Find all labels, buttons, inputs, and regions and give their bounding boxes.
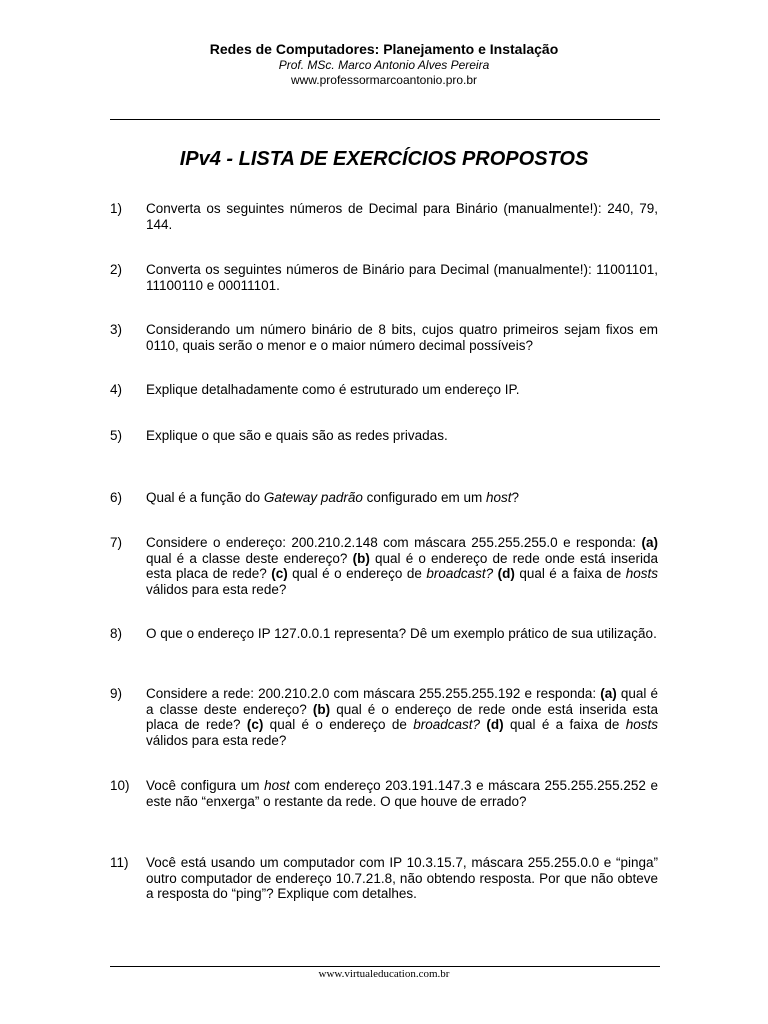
exercise-item <box>110 382 660 398</box>
professor-name: Prof. MSc. Marco Antonio Alves Pereira <box>278 58 490 72</box>
exercise-text <box>146 535 658 597</box>
exercise-item <box>110 428 660 444</box>
exercise-number: 4) <box>110 382 123 397</box>
exercise-text <box>146 201 658 232</box>
exercise-text <box>146 382 658 398</box>
question-text-run: qual é a faixa de <box>503 717 626 732</box>
question-text-run: Converta os seguintes números de Binário para Decimal (manualmente!): 11001101, 11100110 e 00011101. <box>146 262 658 293</box>
emphasized-term: Gateway padrão <box>263 490 363 505</box>
exercise-number: 8) <box>110 626 123 641</box>
question-text-run: qual é a classe deste endereço? <box>146 686 658 717</box>
exercise-text <box>146 686 658 748</box>
sub-question-marker: (c) <box>246 717 264 732</box>
sub-question-marker: (d) <box>497 566 515 581</box>
question-text-run: Explique detalhadamente como é estruturado um endereço IP. <box>146 382 520 397</box>
sub-question-marker: (c) <box>271 566 288 581</box>
exercise-text <box>146 490 658 506</box>
question-text-run: Qual é a função do <box>146 490 264 505</box>
exercise-number: 9) <box>110 686 123 701</box>
emphasized-term: hosts <box>625 566 658 581</box>
course-title: Redes de Computadores: Planejamento e Instalação <box>209 41 559 57</box>
question-text-run: válidos para esta rede? <box>146 581 287 597</box>
question-text-run: Considere a rede: 200.210.2.0 com máscara 255.255.255.192 e responda: <box>146 686 601 701</box>
question-text-run: com endereço 203.191.147.3 e máscara 255.255.255.252 e este não “enxerga” o restante da rede. O que houve de errado? <box>146 778 658 809</box>
question-text-run: qual é o endereço de rede onde está inserida esta placa de rede? <box>146 701 658 732</box>
sub-question-marker: (a) <box>641 535 658 550</box>
question-text-run: Explique o que são e quais são as redes privadas. <box>146 428 448 443</box>
question-text-run: qual é o endereço de <box>263 717 414 732</box>
exercise-item <box>110 262 660 293</box>
question-text-run: válidos para esta rede? <box>146 732 287 748</box>
exercise-item <box>110 201 660 232</box>
footer-website: www.virtualeducation.com.br <box>318 968 450 980</box>
exercise-number: 7) <box>110 535 123 550</box>
question-text-run: Converta os seguintes números de Decimal para Binário (manualmente!): 240, 79, 144. <box>146 201 658 232</box>
exercise-text <box>146 778 658 809</box>
exercise-item <box>110 626 660 642</box>
question-text-run: Você está usando um computador com IP 10.3.15.7, máscara 255.255.0.0 e “pinga” outro computador de endereço 10.7.21.8, não obtendo resposta. Por que não obteve a resposta do “ping”? Explique com detalhes. <box>146 855 658 901</box>
exercise-number: 1) <box>110 201 123 216</box>
professor-website: www.professormarcoantonio.pro.br <box>290 73 478 87</box>
exercise-item <box>110 490 660 506</box>
exercise-item <box>110 855 660 902</box>
question-text-run: O que o endereço IP 127.0.0.1 representa? Dê um exemplo prático de sua utilização. <box>146 626 657 641</box>
question-text-run: Considere o endereço: 200.210.2.148 com máscara 255.255.255.0 e responda: <box>146 535 642 550</box>
exercise-text <box>146 428 658 444</box>
exercise-item <box>110 322 660 353</box>
emphasized-term: broadcast? <box>413 717 481 732</box>
exercise-number: 6) <box>110 490 123 505</box>
question-text-run: Considerando um número binário de 8 bits, cujos quatro primeiros sejam fixos em 0110, quais serão o menor e o maior número decimal possíveis? <box>146 322 658 353</box>
exercise-item <box>110 535 660 597</box>
question-text-run: ? <box>511 490 520 505</box>
exercise-text <box>146 262 658 293</box>
exercise-number: 11) <box>110 855 129 870</box>
question-text-run: qual é o endereço de <box>287 566 427 581</box>
exercise-number: 10) <box>110 778 130 793</box>
emphasized-term: host <box>264 778 290 793</box>
page-footer <box>0 967 768 981</box>
exercise-text <box>146 626 658 642</box>
document-title: IPv4 - LISTA DE EXERCÍCIOS PROPOSTOS <box>179 148 589 170</box>
question-text-run: qual é o endereço de rede onde está inserida esta placa de rede? <box>146 550 659 581</box>
page-header <box>0 40 768 88</box>
question-text-run: configurado em um <box>362 490 486 505</box>
emphasized-term: hosts <box>625 717 659 732</box>
exercise-text <box>146 322 658 353</box>
exercise-number: 3) <box>110 322 123 337</box>
header-divider <box>110 119 660 120</box>
question-text-run: qual é a classe deste endereço? <box>146 550 353 566</box>
exercise-number: 2) <box>110 262 123 277</box>
exercise-number: 5) <box>110 428 123 443</box>
sub-question-marker: (a) <box>600 686 617 701</box>
sub-question-marker: (d) <box>486 717 504 732</box>
exercise-item <box>110 778 660 809</box>
exercise-text <box>146 855 658 902</box>
sub-question-marker: (b) <box>312 701 331 717</box>
sub-question-marker: (b) <box>352 550 370 566</box>
emphasized-term: broadcast? <box>426 566 494 581</box>
question-text-run: Você configura um <box>146 778 265 793</box>
exercise-item <box>110 686 660 748</box>
question-text-run: qual é a faixa de <box>514 566 626 581</box>
emphasized-term: host <box>485 490 512 505</box>
